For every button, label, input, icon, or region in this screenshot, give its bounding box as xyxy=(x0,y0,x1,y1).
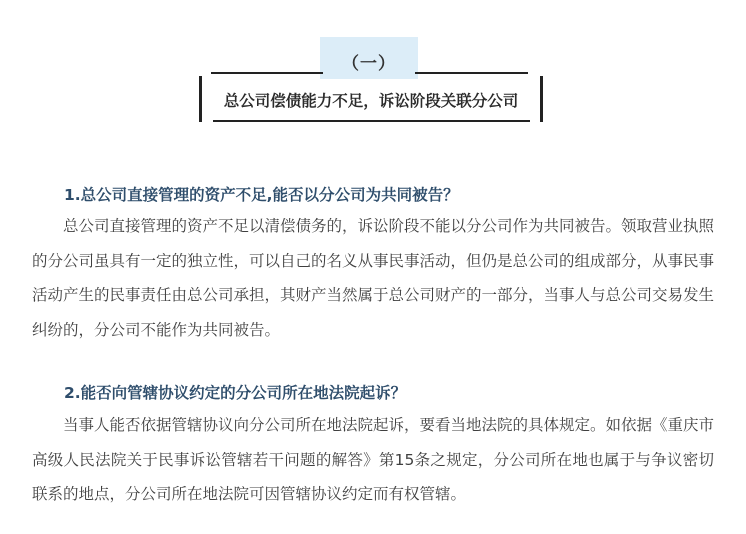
section-header xyxy=(0,0,746,140)
question-1-heading: 1.总公司直接管理的资产不足,能否以分公司为共同被告？ xyxy=(64,186,459,204)
frame-line-bottom xyxy=(213,120,530,122)
question-2-answer: 当事人能否依据管辖协议向分公司所在地法院起诉，要看当地法院的具体规定。如依据《重庆市高级人民法院关于民事诉讼管辖若干问题的解答》第15条之规定，分公司所在地也属于与争议密切联系的地点，分公司所在地法院可因管辖协议约定而有权管辖。 xyxy=(32,416,715,503)
question-1-answer: 总公司直接管理的资产不足以清偿债务的，诉讼阶段不能以分公司作为共同被告。领取营业执照的分公司虽具有一定的独立性，可以自己的名义从事民事活动，但仍是总公司的组成部分，从事民事活动产生的民事责任由总公司承担，其财产当然属于总公司财产的一部分，当事人与总公司交易发生纠纷的，分公司不能作为共同被告。 xyxy=(32,217,715,339)
section-number: （一） xyxy=(342,54,396,74)
frame-line-top-left xyxy=(211,72,323,74)
section-title: 总公司偿债能力不足，诉讼阶段关联分公司 xyxy=(223,92,519,110)
question-2-heading: 2.能否向管辖协议约定的分公司所在地法院起诉？ xyxy=(64,384,407,402)
frame-line-top-right xyxy=(415,72,528,74)
